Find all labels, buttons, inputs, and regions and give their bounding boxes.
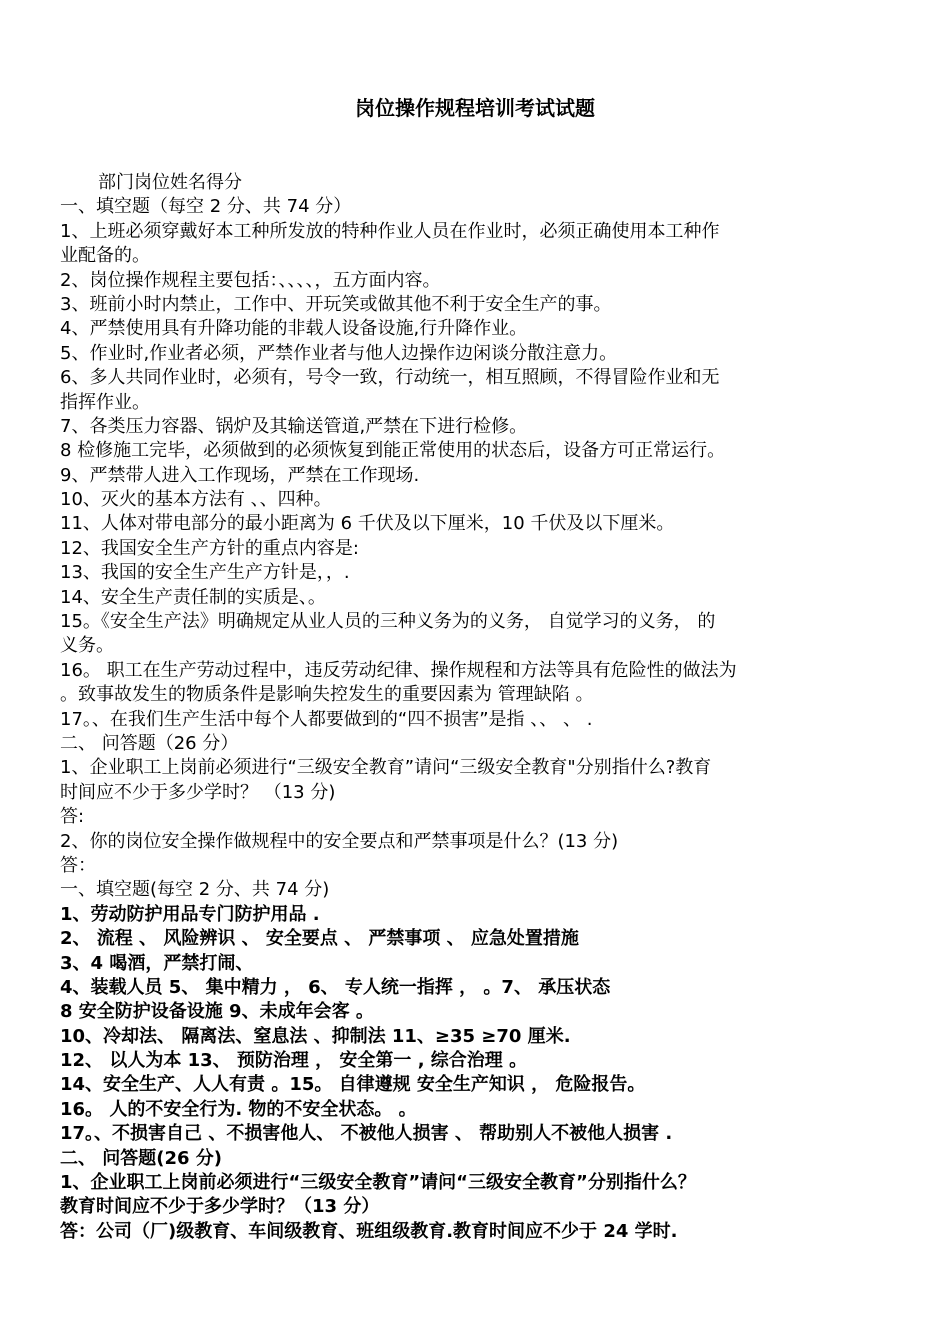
- text-line: 义务。: [60, 635, 114, 657]
- text-line: 12、 以人为本 13、 预防治理 ， 安全第一 , 综合治理 。: [60, 1050, 528, 1072]
- text-line: 10、冷却法、 隔离法、窒息法 、抑制法 11、≥35 ≥70 厘米.: [60, 1025, 571, 1047]
- text-line: 业配备的。: [60, 245, 150, 267]
- text-line: 8 检修施工完毕，必须做到的必须恢复到能正常使用的状态后，设备方可正常运行。: [60, 440, 726, 462]
- text-line: 17。、在我们生产生活中每个人都要做到的“四不损害”是指 、、 、 .: [60, 708, 593, 730]
- text-line: 1、企业职工上岗前必须进行“三级安全教育”请问“三级安全教育"分别指什么?教育: [60, 757, 712, 779]
- text-line: 指挥作业。: [60, 391, 150, 413]
- text-line: 16。 人的不安全行为. 物的不安全状态。 。: [60, 1098, 417, 1120]
- text-line: 6、多人共同作业时，必须有，号令一致，行动统一，相互照顾，不得冒险作业和无: [60, 367, 720, 389]
- text-line: 14、安全生产责任制的实质是、。: [60, 586, 326, 608]
- text-line: 13、我国的安全生产生产方针是，，.: [60, 562, 350, 584]
- text-line: 。致事故发生的物质条件是影响失控发生的重要因素为 管理缺陷 。: [60, 684, 594, 706]
- text-line: 16。 职工在生产劳动过程中，违反劳动纪律、操作规程和方法等具有危险性的做法为: [60, 659, 737, 681]
- text-line: 11、人体对带电部分的最小距离为 6 千伏及以下厘米，10 千伏及以下厘米。: [60, 513, 675, 535]
- text-line: 一、填空题（每空 2 分、共 74 分）: [60, 196, 352, 218]
- document-title: 岗位操作规程培训考试试题: [355, 96, 595, 120]
- text-line: 2、你的岗位安全操作做规程中的安全要点和严禁事项是什么？(13 分): [60, 830, 619, 852]
- text-line: 答：: [60, 854, 96, 876]
- text-line: 12、我国安全生产方针的重点内容是:: [60, 537, 359, 559]
- text-line: 2、岗位操作规程主要包括：、、、、，五方面内容。: [60, 269, 441, 291]
- text-line: 二、 问答题（26 分）: [60, 732, 239, 754]
- text-line: 部门岗位姓名得分: [98, 172, 242, 193]
- text-line: 答：公司（厂)级教育、车间级教育、班组级教育.教育时间应不少于 24 学时.: [60, 1220, 678, 1242]
- document-body: [60, 171, 894, 1244]
- text-line: 答:: [60, 806, 85, 828]
- text-line: 15。《安全生产法》明确规定从业人员的三种义务为的义务， 自觉学习的义务， 的: [60, 611, 716, 633]
- text-line: 7、各类压力容器、锅炉及其输送管道,严禁在下进行检修。: [60, 415, 528, 437]
- text-line: 二、 问答题(26 分): [60, 1147, 223, 1169]
- text-line: 一、填空题(每空 2 分、共 74 分): [60, 879, 330, 901]
- text-line: 教育时间应不少于多少学时？（13 分）: [60, 1196, 380, 1218]
- text-line: 时间应不少于多少学时？ （13 分): [60, 781, 336, 803]
- text-line: 1、企业职工上岗前必须进行“三级安全教育”请问“三级安全教育”分别指什么？: [60, 1172, 696, 1194]
- text-line: 5、作业时,作业者必须，严禁作业者与他人边操作边闲谈分散注意力。: [60, 342, 618, 364]
- text-line: 1、劳动防护用品专门防护用品 .: [60, 903, 320, 925]
- text-line: 4、装载人员 5、 集中精力 ， 6、 专人统一指挥 ， 。7、 承压状态: [60, 976, 611, 998]
- text-line: 14、安全生产、人人有责 。15。 自律遵规 安全生产知识 ， 危险报告。: [60, 1074, 646, 1096]
- text-line: 1、上班必须穿戴好本工种所发放的特种作业人员在作业时，必须正确使用本工种作: [60, 220, 720, 242]
- text-line: 10、灭火的基本方法有 、、四种。: [60, 489, 332, 511]
- text-line: 4、严禁使用具有升降功能的非载人设备设施,行升降作业。: [60, 318, 528, 340]
- text-line: 3、4 喝酒，严禁打闹、: [60, 952, 254, 974]
- text-line: 3、班前小时内禁止，工作中、开玩笑或做其他不利于安全生产的事。: [60, 293, 612, 315]
- text-line: 8 安全防护设备设施 9、未成年会客 。: [60, 1001, 374, 1023]
- text-line: 9、严禁带人进入工作现场，严禁在工作现场.: [60, 464, 420, 486]
- text-line: 17。、不损害自己 、不损害他人、 不被他人损害 、 帮助别人不被他人损害 .: [60, 1123, 673, 1145]
- text-line: 2、 流程 、 风险辨识 、 安全要点 、 严禁事项 、 应急处置措施: [60, 928, 579, 950]
